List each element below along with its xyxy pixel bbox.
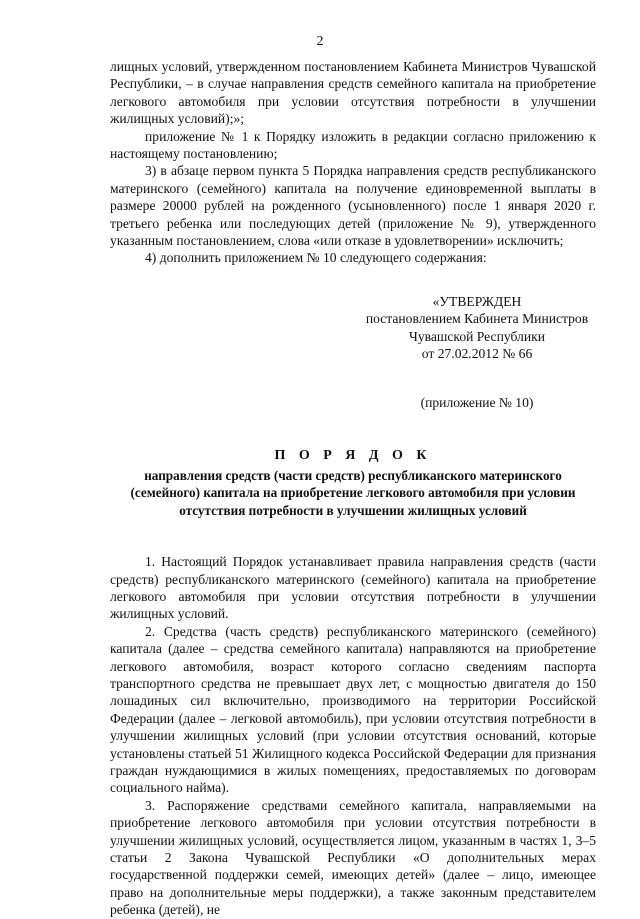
document-title: П О Р Я Д О К — [274, 447, 432, 463]
approval-line-resolution: постановлением Кабинета Министров — [365, 311, 589, 327]
procedure-paragraph-2: 2. Средства (часть средств) республиканского материнского (семейного) капитала (далее – средства семейного капитала) направляются на приобретение легкового автомобиля, возраст которого согласно сведениям паспорта транспортного средства не превышает двух лет, с мощностью двигателя до 150 лошадиных сил включительно, производимого на территории Российской Федерации (далее – легковой автомобиль), при условии отсутствия потребности в улучшении жилищных условий (при условии отсутствия оснований, которые установлены статьей 51 Жилищного кодекса Российской Федерации для признания граждан нуждающимися в жилых помещениях, предоставляемых по договорам социального найма). — [110, 623, 596, 796]
document-subtitle: направления средств (части средств) республиканского материнского (семейного) капитала на приобретение легкового автомобиля при условии отсутствия потребности в улучшении жилищных условий — [130, 467, 576, 518]
approval-line-date: от 27.02.2012 № 66 — [421, 346, 533, 362]
intro-paragraph-appendix-1: приложение № 1 к Порядку изложить в редакции согласно приложению к настоящему постановлению; — [110, 128, 596, 162]
appendix-note: (приложение № 10) — [420, 394, 534, 410]
approval-line-approved: «УТВЕРЖДЕН — [432, 293, 522, 309]
intro-paragraph-continuation: лищных условий, утвержденном постановлением Кабинета Министров Чувашской Республики, – в случае направления средств семейного капитала на приобретение легкового автомобиля при условии отсутствия потребности в улучшении жилищных условий);»; — [110, 59, 596, 127]
approval-stamp-block — [358, 293, 596, 363]
procedure-paragraph-3: 3. Распоряжение средствами семейного капитала, направляемыми на приобретение легкового автомобиля при условии отсутствия потребности в улучшении жилищных условий, осуществляется лицом, указанным в частях 1, 3–5 статьи 2 Закона Чувашской Республики «О дополнительных мерах государственной поддержки семей, имеющих детей» (далее – лицо, имеющее право на дополнительные меры поддержки), а также законным представителем ребенка (детей), не — [110, 797, 596, 918]
intro-paragraph-item-4: 4) дополнить приложением № 10 следующего содержания: — [145, 250, 487, 266]
procedure-paragraph-1: 1. Настоящий Порядок устанавливает правила направления средств (части средств) республиканского материнского (семейного) капитала на приобретение легкового автомобиля при условии отсутствия потребности в улучшении жилищных условий. — [110, 554, 596, 622]
document-body — [110, 58, 596, 919]
approval-line-republic: Чувашской Республики — [409, 328, 545, 344]
intro-paragraph-item-3: 3) в абзаце первом пункта 5 Порядка направления средств республиканского материнского (семейного) капитала на получение единовременной выплаты в размере 20000 рублей на рожденного (усыновленного) после 1 января 2020 г. третьего ребенка или последующих детей (приложение № 9), утвержденного указанным постановлением, слова «или отказе в удовлетворении» исключить; — [110, 163, 596, 249]
page-number: 2 — [316, 34, 324, 49]
procedure-section — [110, 553, 596, 919]
